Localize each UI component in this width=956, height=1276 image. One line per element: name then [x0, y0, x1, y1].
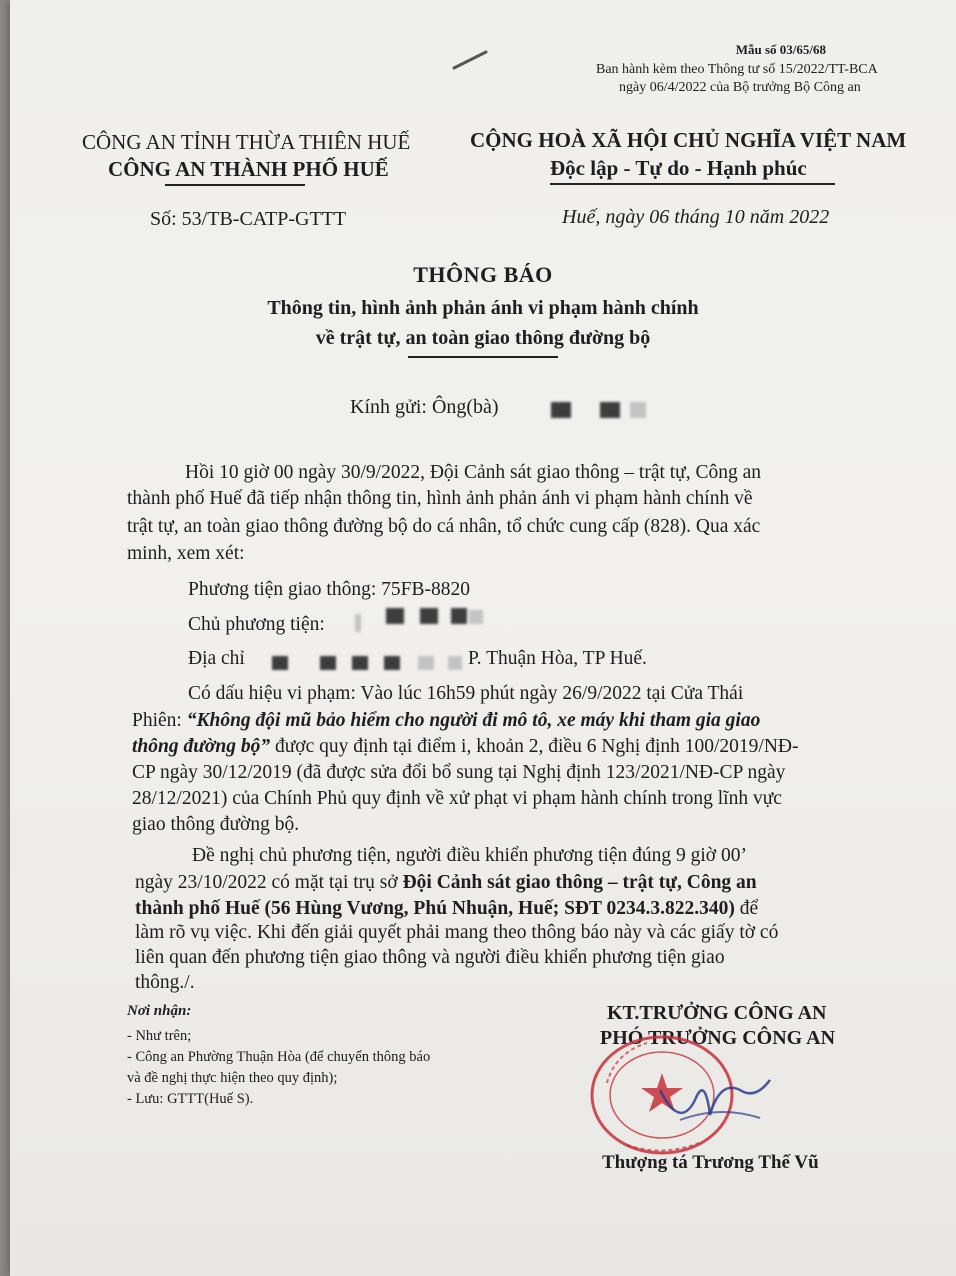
document-page — [10, 0, 956, 1276]
body-line: Có dấu hiệu vi phạm: Vào lúc 16h59 phút ngày 26/9/2022 tại Cửa Thái — [188, 683, 744, 704]
agency-parent: CÔNG AN TỈNH THỪA THIÊN HUẾ — [82, 130, 411, 154]
document-subtitle-line2: về trật tự, an toàn giao thông đường bộ — [315, 327, 651, 349]
redacted-address — [384, 656, 400, 670]
body-line: Hồi 10 giờ 00 ngày 30/9/2022, Đội Cảnh sát giao thông – trật tự, Công an — [185, 462, 762, 483]
document-subtitle-line1: Thông tin, hình ảnh phản ánh vi phạm hành chính — [267, 297, 699, 319]
redacted-owner — [451, 608, 467, 624]
redacted-name — [630, 402, 646, 418]
form-code: Mẫu số 03/65/68 — [735, 42, 826, 57]
recipients-heading: Nơi nhận: — [127, 1003, 192, 1019]
vehicle-owner-label: Chủ phương tiện: — [188, 614, 325, 635]
body-line: ngày 23/10/2022 có mặt tại trụ sở Đội Cảnh sát giao thông – trật tự, Công an — [135, 872, 757, 893]
body-line: 28/12/2021) của Chính Phủ quy định về xử phạt vi phạm hành chính trong lĩnh vực — [132, 788, 782, 809]
body-line: Đề nghị chủ phương tiện, người điều khiển phương tiện đúng 9 giờ 00’ — [192, 845, 747, 866]
motto-underline — [550, 183, 835, 185]
body-line: Phiên: “Không đội mũ bảo hiểm cho người đi mô tô, xe máy khi tham gia giao — [132, 710, 761, 731]
body-line: thông đường bộ” được quy định tại điểm i, khoản 2, điều 6 Nghị định 100/2019/NĐ- — [132, 736, 799, 757]
signer-name: Thượng tá Trương Thế Vũ — [602, 1152, 819, 1173]
redacted-owner — [420, 608, 438, 624]
redacted-address — [352, 656, 368, 670]
recipient-item: - Lưu: GTTT(Huế S). — [127, 1091, 254, 1107]
redacted-name — [551, 402, 571, 418]
agency-underline — [165, 184, 305, 186]
national-motto: Độc lập - Tự do - Hạnh phúc — [550, 156, 807, 180]
body-line: CP ngày 30/12/2019 (đã được sửa đổi bổ sung tại Nghị định 123/2021/NĐ-CP ngày — [132, 762, 786, 783]
body-line: minh, xem xét: — [127, 543, 245, 564]
body-line: thành phố Huế (56 Hùng Vương, Phú Nhuận, Huế; SĐT 0234.3.822.340) để — [135, 898, 759, 919]
redacted-address — [272, 656, 288, 670]
signature-authority-line1: KT.TRƯỞNG CÔNG AN — [607, 1002, 827, 1024]
national-title: CỘNG HOÀ XÃ HỘI CHỦ NGHĨA VIỆT NAM — [470, 128, 907, 152]
redacted-owner — [386, 608, 404, 624]
agency-name: CÔNG AN THÀNH PHỐ HUẾ — [108, 157, 389, 181]
redacted-name — [600, 402, 620, 418]
place-date: Huế, ngày 06 tháng 10 năm 2022 — [562, 206, 830, 228]
body-line: trật tự, an toàn giao thông đường bộ do cá nhân, tổ chức cung cấp (828). Qua xác — [127, 516, 761, 537]
address-tail: P. Thuận Hòa, TP Huế. — [468, 648, 647, 669]
recipient-item: - Như trên; — [127, 1028, 192, 1044]
body-line: giao thông đường bộ. — [132, 814, 300, 835]
document-title: THÔNG BÁO — [413, 262, 553, 287]
vehicle-plate: Phương tiện giao thông: 75FB-8820 — [188, 579, 470, 600]
pen-mark — [450, 48, 490, 72]
body-line: thành phố Huế đã tiếp nhận thông tin, hình ảnh phản ánh vi phạm hành chính về — [127, 488, 753, 509]
redacted-address — [448, 656, 462, 670]
form-issued-note: Ban hành kèm theo Thông tư số 15/2022/TT-BCA — [596, 62, 878, 77]
document-number: Số: 53/TB-CATP-GTTT — [150, 208, 347, 230]
signature-authority-line2: PHÓ TRƯỞNG CÔNG AN — [600, 1027, 836, 1049]
redacted-owner — [355, 614, 361, 632]
handwritten-signature — [650, 1060, 780, 1140]
body-line: thông./. — [135, 972, 195, 993]
subtitle-underline — [408, 356, 558, 358]
greeting: Kính gửi: Ông(bà) — [350, 396, 499, 418]
redacted-address — [418, 656, 434, 670]
form-issued-date: ngày 06/4/2022 của Bộ trưởng Bộ Công an — [619, 80, 861, 95]
redacted-owner — [469, 610, 483, 624]
recipient-item: và đề nghị thực hiện theo quy định); — [127, 1070, 338, 1086]
address-label: Địa chỉ — [188, 648, 245, 669]
body-line: làm rõ vụ việc. Khi đến giải quyết phải mang theo thông báo này và các giấy tờ có — [135, 922, 779, 943]
recipient-item: - Công an Phường Thuận Hòa (để chuyển thông báo — [127, 1049, 431, 1065]
redacted-address — [320, 656, 336, 670]
body-line: liên quan đến phương tiện giao thông và người điều khiển phương tiện giao — [135, 947, 725, 968]
